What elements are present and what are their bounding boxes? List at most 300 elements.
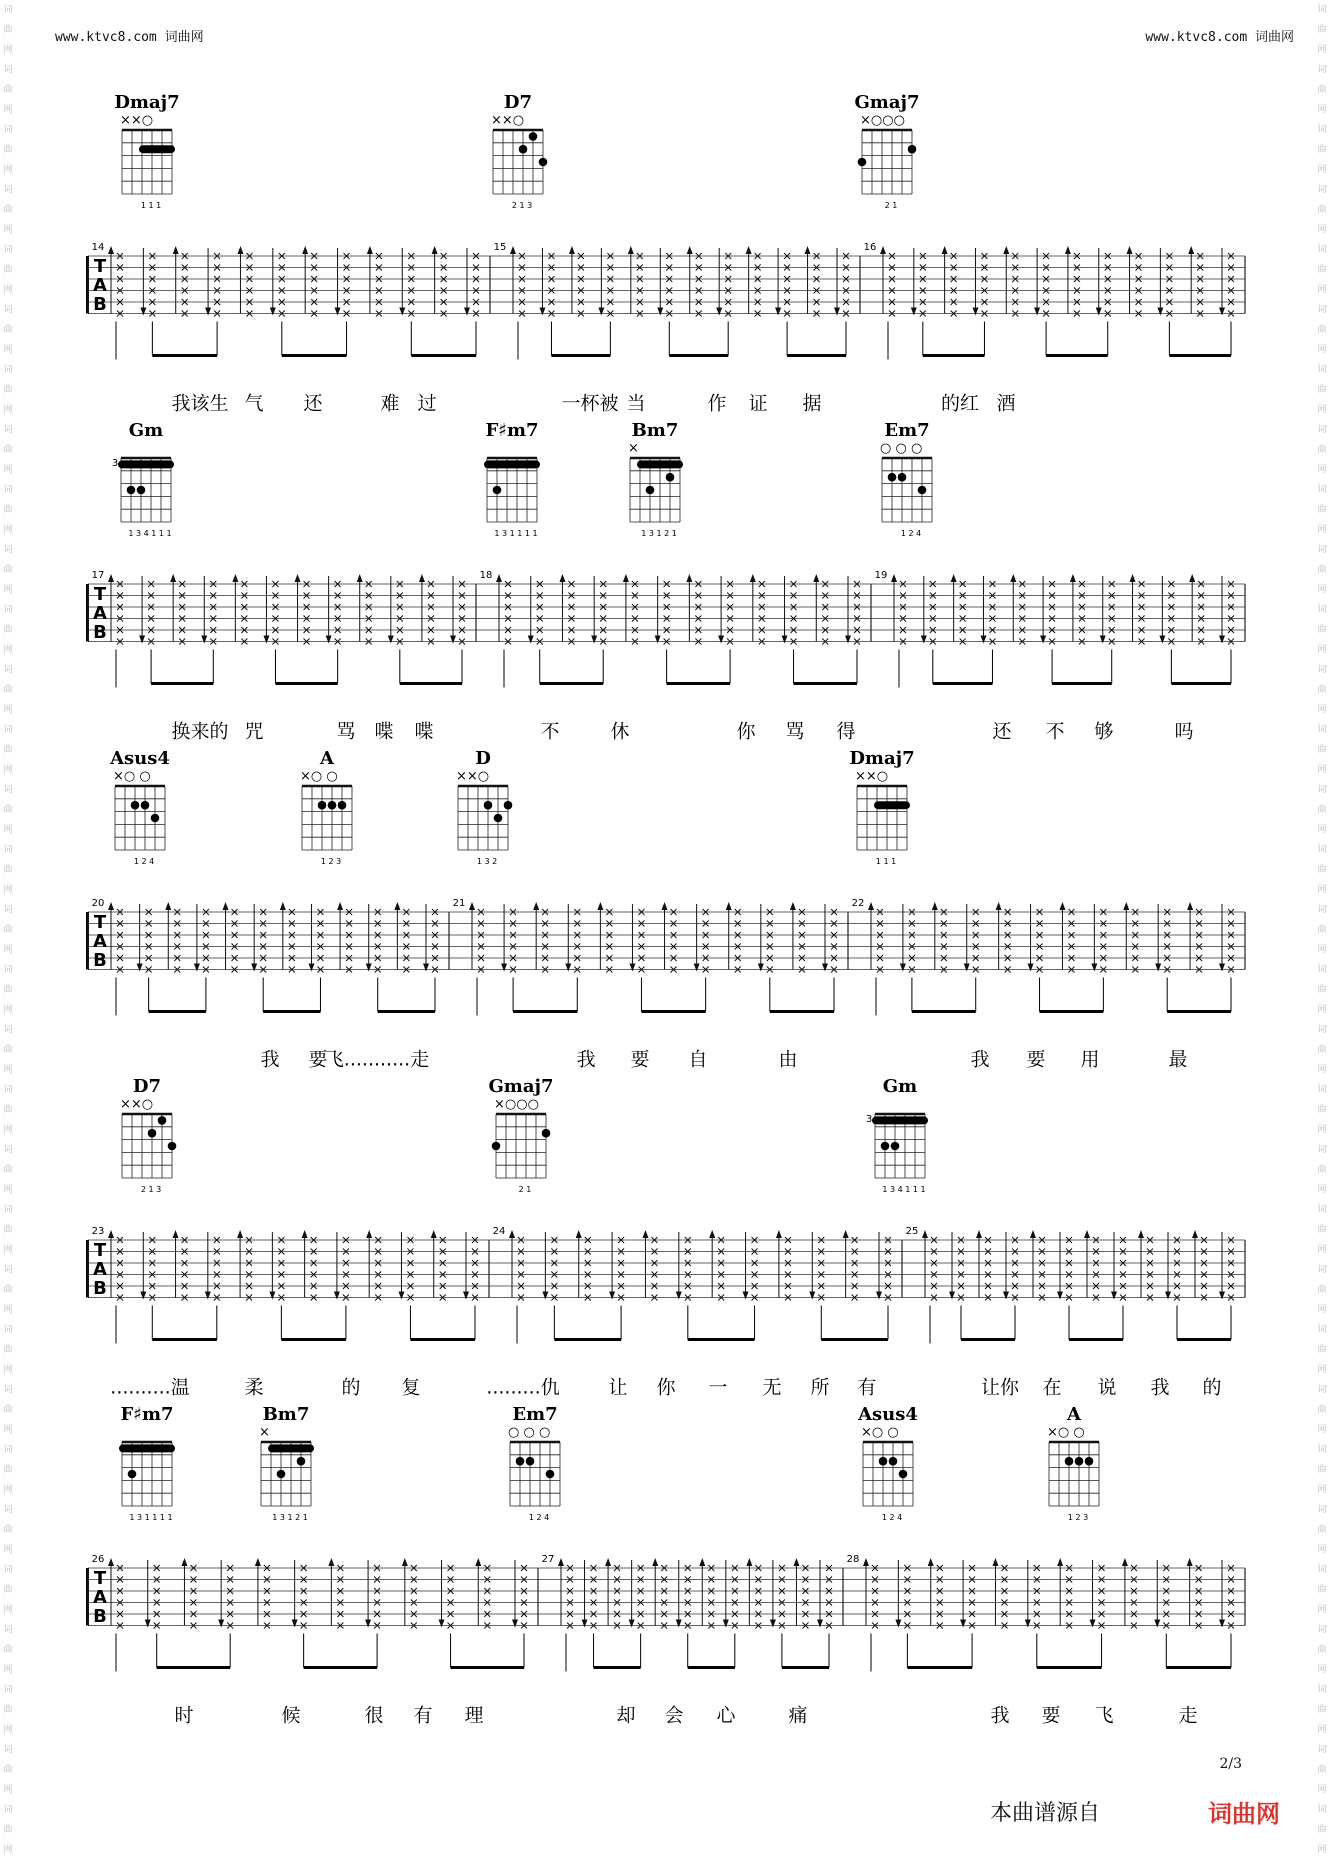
strum-arrow-down (201, 636, 207, 644)
strum-column (1070, 574, 1085, 645)
strum-column (475, 1558, 490, 1629)
watermark-char: 曲 (3, 1225, 13, 1235)
strum-arrow-up (686, 574, 692, 582)
strum-arrow-down (365, 1620, 371, 1628)
chord-dot (918, 486, 927, 495)
chord-dot (529, 132, 538, 141)
watermark-char: 网 (3, 1185, 13, 1195)
chord-dot (899, 1470, 908, 1479)
chord-dot (526, 1457, 535, 1466)
strum-arrow-up (1189, 574, 1195, 582)
tab-system (86, 1404, 1245, 1727)
watermark-char: 曲 (3, 445, 13, 455)
strum-column (1091, 904, 1106, 973)
lyric-syllable: 痛 (788, 1704, 808, 1727)
strum-column (140, 1232, 155, 1301)
strum-column (609, 1232, 624, 1301)
chord-fingering: 1 3 1 1 1 1 (129, 1513, 173, 1522)
tab-letter: A (93, 931, 107, 952)
strum-column (949, 1232, 964, 1301)
watermark-char: 网 (3, 1305, 13, 1315)
chord-name: Asus4 (858, 1404, 918, 1425)
strum-arrow-up (223, 902, 229, 910)
chord-fingering: 1 3 1 2 1 (641, 529, 677, 538)
strum-arrow-down (140, 308, 146, 316)
strum-column (716, 248, 731, 317)
strum-column (194, 904, 209, 973)
lyric-syllable: ..........温 (110, 1376, 190, 1399)
watermark-char: 曲 (3, 205, 13, 215)
watermark-char: 网 (1317, 45, 1327, 55)
strum-arrow-down (718, 636, 724, 644)
watermark-char: 网 (1317, 225, 1327, 235)
lyric-syllable: 我 (576, 1048, 596, 1071)
strum-column (366, 904, 381, 973)
chord-fingering: 2 1 (518, 1185, 532, 1194)
watermark-char: 曲 (1317, 565, 1327, 575)
strum-arrow-down (140, 1292, 146, 1300)
watermark-char: 词 (3, 1565, 13, 1575)
watermark-char: 曲 (1317, 1825, 1327, 1835)
strum-arrow-up (181, 1558, 187, 1566)
chord-barre (139, 145, 175, 153)
strum-arrow-down (423, 964, 429, 972)
lyric-syllable: 最 (1168, 1048, 1188, 1071)
watermark-char: 曲 (1317, 1285, 1327, 1295)
watermark-char: 曲 (3, 685, 13, 695)
strum-column (357, 574, 372, 645)
strum-column (496, 574, 511, 645)
lyric-syllable: 要 (1026, 1048, 1046, 1071)
strum-column (770, 1560, 785, 1629)
watermark-char: 网 (1317, 405, 1327, 415)
strum-arrow-down (398, 1292, 404, 1300)
lyric-syllable: 复 (401, 1376, 421, 1399)
measure-number: 16 (863, 242, 877, 253)
watermark-char: 网 (1317, 1305, 1327, 1315)
strum-arrow-down (949, 1292, 955, 1300)
strum-column (1219, 576, 1234, 645)
watermark-char: 网 (3, 885, 13, 895)
strum-arrow-down (758, 964, 764, 972)
lyric-syllable: 说 (1097, 1376, 1117, 1399)
chord-name: F♯m7 (485, 420, 539, 441)
strum-column (302, 1230, 317, 1301)
strum-column (181, 1558, 196, 1629)
watermark-char: 词 (1317, 1805, 1327, 1815)
strum-column (1096, 248, 1111, 317)
strum-column (223, 902, 238, 973)
strum-column (960, 1560, 975, 1629)
strum-arrow-down (716, 308, 722, 316)
strum-arrow-up (237, 246, 243, 254)
strum-column (1003, 246, 1018, 317)
strum-column (439, 1560, 454, 1629)
watermark-char: 网 (3, 1665, 13, 1675)
chord-diagram (114, 92, 179, 210)
chord-dot (137, 486, 146, 495)
watermark-char: 曲 (3, 1285, 13, 1295)
watermark-char: 词 (3, 305, 13, 315)
strum-column (817, 1560, 832, 1629)
strum-arrow-down (1057, 1292, 1063, 1300)
strum-arrow-up (496, 574, 502, 582)
strum-column (976, 1230, 991, 1301)
watermark-char: 词 (3, 1085, 13, 1095)
watermark-char: 网 (3, 1845, 13, 1855)
lyric-syllable: 的 (1202, 1376, 1222, 1399)
strum-arrow-down (139, 636, 145, 644)
strum-column (1127, 246, 1142, 317)
chord-diagram (508, 1404, 560, 1522)
strum-arrow-down (1154, 1620, 1160, 1628)
chord-name: A (320, 748, 334, 769)
header-right-site[interactable]: www.ktvc8.com 词曲网 (1145, 30, 1294, 45)
measure-number: 24 (492, 1226, 506, 1237)
strum-column (1165, 1232, 1180, 1301)
strum-arrow-up (1059, 902, 1065, 910)
watermark-char: 网 (3, 1605, 13, 1615)
strum-arrow-down (1219, 1620, 1225, 1628)
watermark-char: 词 (3, 605, 13, 615)
chord-name: D7 (503, 92, 533, 113)
chord-dot (484, 801, 493, 810)
watermark-char: 词 (3, 1625, 13, 1635)
chord-dot (1065, 1457, 1074, 1466)
watermark-char: 网 (1317, 1005, 1327, 1015)
watermark-char: 词 (3, 245, 13, 255)
chord-diagram (854, 92, 919, 210)
strum-arrow-up (432, 246, 438, 254)
chord-diagram (866, 1076, 928, 1194)
strum-column (1003, 1232, 1018, 1301)
strum-arrow-down (194, 964, 200, 972)
chord-fret-number: 3 (865, 1114, 873, 1125)
chord-fingering: 1 3 1 1 1 1 (494, 529, 538, 538)
chord-diagram (488, 1076, 553, 1194)
strum-arrow-up (1057, 1558, 1063, 1566)
watermark-char: 词 (1317, 5, 1327, 15)
watermark-char: 网 (1317, 885, 1327, 895)
chord-dot (539, 158, 548, 167)
strum-arrow-up (402, 1558, 408, 1566)
strum-arrow-up (1122, 1558, 1128, 1566)
watermark-char: 曲 (3, 1585, 13, 1595)
lyric-syllable: 咒 (244, 720, 264, 743)
watermark-char: 词 (3, 185, 13, 195)
strum-arrow-down (501, 964, 507, 972)
strum-arrow-down (1025, 1620, 1031, 1628)
strum-arrow-down (657, 308, 663, 316)
watermark-char: 词 (3, 665, 13, 675)
strum-arrow-down (609, 1292, 615, 1300)
strum-column (569, 246, 584, 317)
strum-column (528, 576, 543, 645)
watermark-char: 词 (3, 965, 13, 975)
strum-column (1065, 246, 1080, 317)
tab-letter: A (93, 603, 107, 624)
chord-fingering: 1 2 4 (528, 1513, 550, 1522)
strum-arrow-down (205, 1292, 211, 1300)
watermark-char: 曲 (3, 25, 13, 35)
strum-arrow-up (559, 574, 565, 582)
chord-dot (168, 1142, 177, 1151)
strum-column (232, 574, 247, 645)
strum-column (512, 1560, 527, 1629)
chord-name: D (475, 748, 491, 769)
watermark-char: 网 (1317, 1785, 1327, 1795)
chord-fret-number: 3 (111, 458, 119, 469)
strum-arrow-down (270, 308, 276, 316)
strum-arrow-up (232, 574, 238, 582)
watermark-char: 词 (3, 365, 13, 375)
strum-arrow-down (900, 964, 906, 972)
watermark-char: 网 (1317, 285, 1327, 295)
strum-arrow-up (790, 902, 796, 910)
lyric-syllable: 心 (716, 1704, 736, 1727)
watermark-char: 网 (3, 105, 13, 115)
chord-dot (666, 473, 675, 482)
strum-arrow-up (863, 1558, 869, 1566)
strum-arrow-down (694, 964, 700, 972)
watermark-char: 网 (1317, 1545, 1327, 1555)
chord-open-strings: ○ ○ ○ (508, 1425, 551, 1440)
chord-dot (858, 158, 867, 167)
chord-barre (119, 1444, 175, 1452)
watermark-char: 词 (3, 545, 13, 555)
chord-dot (127, 486, 136, 495)
lyric-syllable: 在 (1042, 1376, 1062, 1399)
strum-column (813, 574, 828, 645)
tab-system (86, 1076, 1245, 1399)
chord-dot (898, 473, 907, 482)
lyric-syllable: 让 (608, 1376, 628, 1399)
strum-arrow-up (469, 902, 475, 910)
strum-arrow-down (629, 1620, 635, 1628)
strum-column (108, 1558, 123, 1629)
watermark-char: 词 (1317, 185, 1327, 195)
watermark-char: 曲 (3, 625, 13, 635)
strum-column (591, 576, 606, 645)
watermark-char: 曲 (1317, 745, 1327, 755)
watermark-char: 曲 (1317, 805, 1327, 815)
strum-arrow-up (880, 246, 886, 254)
watermark-char: 词 (1317, 365, 1327, 375)
strum-arrow-up (1138, 1230, 1144, 1238)
watermark-char: 网 (1317, 1485, 1327, 1495)
strum-arrow-up (976, 1230, 982, 1238)
measure-number: 22 (851, 898, 865, 909)
strum-arrow-down (145, 1620, 151, 1628)
watermark-char: 曲 (3, 745, 13, 755)
strum-arrow-up (652, 1558, 658, 1566)
strum-column (108, 574, 123, 645)
lyric-syllable: 要 (630, 1048, 650, 1071)
measure-number: 18 (479, 570, 493, 581)
strum-column (1219, 904, 1234, 973)
strum-arrow-up (328, 1558, 334, 1566)
strum-arrow-up (922, 1230, 928, 1238)
watermark-char: 网 (3, 1425, 13, 1435)
watermark-char: 曲 (3, 1645, 13, 1655)
watermark-char: 词 (1317, 725, 1327, 735)
strum-column (809, 1232, 824, 1301)
strum-column (255, 1558, 270, 1629)
chord-open-strings: × (628, 441, 639, 456)
chord-diagram (120, 1076, 176, 1194)
chord-dot (493, 486, 502, 495)
strum-column (1057, 1558, 1072, 1629)
lyric-syllable: 当 (626, 392, 646, 415)
chord-fingering: 1 1 1 (875, 857, 897, 866)
chord-open-strings: × (259, 1425, 270, 1440)
lyric-syllable: 飞...........走 (324, 1048, 430, 1071)
strum-arrow-down (137, 964, 143, 972)
strum-column (951, 574, 966, 645)
lyric-syllable: 却 (616, 1704, 636, 1727)
lyric-syllable: 不 (540, 720, 560, 743)
watermark-char: 网 (1317, 1425, 1327, 1435)
strum-arrow-down (463, 1292, 469, 1300)
strum-column (793, 1558, 808, 1629)
watermark-char: 词 (3, 1385, 13, 1395)
watermark-char: 曲 (3, 265, 13, 275)
watermark-char: 曲 (3, 145, 13, 155)
chord-dot (516, 1457, 525, 1466)
strum-column (335, 248, 350, 317)
strum-column (367, 246, 382, 317)
watermark-char: 词 (1317, 1205, 1327, 1215)
strum-column (805, 246, 820, 317)
chord-open-strings: ××○ (456, 769, 490, 784)
strum-arrow-up (709, 1230, 715, 1238)
strum-column (1111, 1232, 1126, 1301)
chord-dot (889, 1457, 898, 1466)
lyric-syllable: .........仇 (486, 1376, 560, 1399)
watermark-char: 词 (3, 1325, 13, 1335)
strum-column (450, 576, 465, 645)
strum-arrow-up (605, 1558, 611, 1566)
strum-column (834, 248, 849, 317)
strum-column (694, 904, 709, 973)
chord-diagram (628, 420, 683, 538)
watermark-char: 词 (1317, 1685, 1327, 1695)
strum-column (533, 902, 548, 973)
strum-column (337, 902, 352, 973)
strum-column (750, 574, 765, 645)
tab-letter: A (93, 1259, 107, 1280)
strum-arrow-up (295, 574, 301, 582)
strum-column (1188, 246, 1203, 317)
chord-dot (338, 801, 347, 810)
footer-logo[interactable]: 词曲网 (1208, 1800, 1280, 1828)
strum-column (1130, 574, 1145, 645)
chord-barre (872, 1116, 928, 1124)
strum-arrow-up (558, 1558, 564, 1566)
watermark-char: 曲 (1317, 1405, 1327, 1415)
strum-arrow-up (928, 1558, 934, 1566)
strum-arrow-down (964, 964, 970, 972)
strum-column (1192, 1230, 1207, 1301)
watermark-char: 词 (1317, 605, 1327, 615)
chord-name: Em7 (512, 1404, 558, 1425)
strum-column (1040, 576, 1055, 645)
lyric-syllable: 候 (281, 1704, 301, 1727)
strum-column (652, 1558, 667, 1629)
chord-name: F♯m7 (120, 1404, 174, 1425)
strum-arrow-up (932, 902, 938, 910)
watermark-char: 词 (1317, 1325, 1327, 1335)
strum-arrow-down (1096, 308, 1102, 316)
watermark-char: 曲 (3, 1465, 13, 1475)
watermark-char: 曲 (1317, 1165, 1327, 1175)
watermark-char: 词 (3, 1265, 13, 1275)
strum-column (365, 1560, 380, 1629)
chord-dot (879, 1457, 888, 1466)
strum-column (1219, 1560, 1234, 1629)
lyric-syllable: 喋 (414, 720, 434, 743)
strum-column (782, 576, 797, 645)
chord-dot (888, 473, 897, 482)
strum-column (1189, 574, 1204, 645)
strum-arrow-down (539, 308, 545, 316)
strum-column (932, 902, 947, 973)
strum-column (1219, 248, 1234, 317)
strum-column (843, 1230, 858, 1301)
strum-column (911, 248, 926, 317)
strum-arrow-down (1219, 1292, 1225, 1300)
strum-arrow-down (655, 636, 661, 644)
chord-name: Dmaj7 (114, 92, 180, 113)
watermark-char: 网 (1317, 765, 1327, 775)
strum-column (542, 1232, 557, 1301)
chord-fingering: 2 1 (884, 201, 898, 210)
chord-open-strings: ××○ (855, 769, 889, 784)
watermark-char: 曲 (1317, 1045, 1327, 1055)
strum-arrow-up (569, 246, 575, 254)
strum-column (629, 1560, 644, 1629)
strum-arrow-up (1127, 246, 1133, 254)
strum-arrow-up (813, 574, 819, 582)
watermark-char: 网 (3, 645, 13, 655)
lyric-syllable: 我 (1150, 1376, 1170, 1399)
strum-arrow-down (292, 1620, 298, 1628)
strum-column (201, 576, 216, 645)
watermark-char: 网 (1317, 1845, 1327, 1855)
watermark-char: 曲 (1317, 985, 1327, 995)
watermark-char: 曲 (1317, 1465, 1327, 1475)
chord-fingering: 2 1 3 (140, 1185, 162, 1194)
strum-arrow-up (996, 902, 1002, 910)
header-left-site[interactable]: www.ktvc8.com 词曲网 (55, 30, 204, 45)
strum-column (922, 1230, 937, 1301)
strum-column (108, 902, 123, 973)
watermark-char: 网 (3, 765, 13, 775)
strum-arrow-up (942, 246, 948, 254)
chord-dot (1085, 1457, 1094, 1466)
watermark-char: 曲 (1317, 865, 1327, 875)
chord-open-strings: ×○○○ (860, 113, 905, 128)
chord-name: Dmaj7 (849, 748, 915, 769)
strum-column (657, 248, 672, 317)
watermark-char: 网 (3, 1365, 13, 1375)
measure-number: 19 (874, 570, 888, 581)
strum-arrow-down (782, 636, 788, 644)
strum-arrow-down (676, 1620, 682, 1628)
strum-column (863, 1558, 878, 1629)
strum-column (399, 248, 414, 317)
tab-letter: T (93, 584, 107, 605)
